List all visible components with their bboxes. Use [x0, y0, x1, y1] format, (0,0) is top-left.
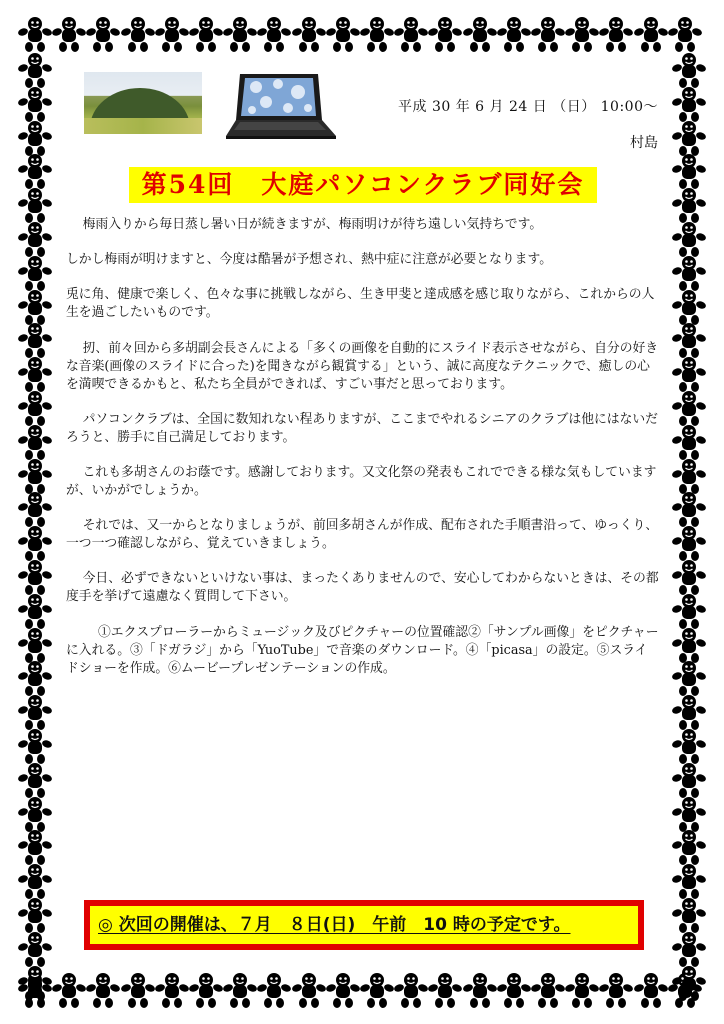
landscape-photo — [84, 72, 202, 134]
smiling-figure-icon — [672, 86, 706, 122]
paragraph: しかし梅雨が明けますと、今度は酷暑が予想され、熱中症に注意が必要となります。 — [66, 252, 553, 268]
smiling-figure-icon — [18, 796, 52, 832]
smiling-figure-icon — [52, 972, 86, 1008]
smiling-figure-icon — [394, 972, 428, 1008]
smiling-figure-icon — [672, 660, 706, 696]
smiling-figure-icon — [668, 16, 702, 52]
smiling-figure-icon — [672, 931, 706, 967]
smiling-figure-icon — [18, 322, 52, 358]
smiling-figure-icon — [257, 16, 291, 52]
page-title: 第54回 大庭パソコンクラブ同好会 — [141, 170, 585, 199]
paragraph: 今日、必ずできないといけない事は、まったくありませんので、安心してわからないときは、その都度手を挙げて遠慮なく質問して下さい。 — [66, 571, 659, 605]
smiling-figure-icon — [155, 16, 189, 52]
smiling-figure-icon — [18, 559, 52, 595]
smiling-figure-icon — [634, 972, 668, 1008]
smiling-figure-icon — [672, 491, 706, 527]
smiling-figure-icon — [18, 863, 52, 899]
smiling-figure-icon — [326, 972, 360, 1008]
smiling-figure-icon — [189, 16, 223, 52]
smiling-figure-icon — [18, 221, 52, 257]
smiling-figure-icon — [18, 424, 52, 460]
smiling-figure-icon — [189, 972, 223, 1008]
body-text — [66, 216, 660, 695]
smiling-figure-icon — [86, 16, 120, 52]
smiling-figure-icon — [18, 762, 52, 798]
smiling-figure-icon — [18, 965, 52, 1001]
paragraph: これも多胡さんのお蔭です。感謝しております。又文化祭の発表もこれでできる様な気もしていますが、いかがでしょうか。 — [66, 464, 657, 498]
smiling-figure-icon — [672, 153, 706, 189]
smiling-figure-icon — [672, 52, 706, 88]
smiling-figure-icon — [18, 16, 52, 52]
smiling-figure-icon — [18, 120, 52, 156]
smiling-figure-icon — [428, 16, 462, 52]
smiling-figure-icon — [463, 972, 497, 1008]
smiling-figure-icon — [18, 86, 52, 122]
smiling-figure-icon — [360, 972, 394, 1008]
smiling-figure-icon — [18, 390, 52, 426]
smiling-figure-icon — [18, 356, 52, 392]
meeting-date: 平成 30 年 6 月 24 日 （日） 10:00～ — [398, 99, 658, 115]
smiling-figure-icon — [326, 16, 360, 52]
smiling-figure-icon — [257, 972, 291, 1008]
next-meeting-notice — [98, 906, 638, 944]
smiling-figure-icon — [672, 863, 706, 899]
smiling-figure-icon — [292, 972, 326, 1008]
smiling-figure-icon — [672, 694, 706, 730]
smiling-figure-icon — [599, 972, 633, 1008]
smiling-figure-icon — [672, 221, 706, 257]
smiling-figure-icon — [531, 16, 565, 52]
smiling-figure-icon — [18, 289, 52, 325]
smiling-figure-icon — [18, 255, 52, 291]
smiling-figure-icon — [672, 965, 706, 1001]
paragraph: ①エクスプローラーからミュージック及びピクチャーの位置確認②「サンプル画像」をピクチャーに入れる。③「ドガラジ」から「YuoTube」で音楽のダウンロード。④「picasa」の設定。⑤スライドショーを作成。⑥ムービープレゼンテーションの作成。 — [66, 624, 659, 676]
smiling-figure-icon — [18, 728, 52, 764]
smiling-figure-icon — [52, 16, 86, 52]
smiling-figure-icon — [18, 187, 52, 223]
smiling-figure-icon — [672, 796, 706, 832]
smiling-figure-icon — [672, 728, 706, 764]
paragraph: それでは、又一からとなりましょうが、前回多胡さんが作成、配布された手順書沿って、ゆっくり、一つ一つ確認しながら、覚えていきましょう。 — [66, 518, 659, 552]
smiling-figure-icon — [672, 322, 706, 358]
author-name: 村島 — [630, 135, 658, 151]
smiling-figure-icon — [18, 491, 52, 527]
smiling-figure-icon — [497, 972, 531, 1008]
smiling-figure-icon — [672, 627, 706, 663]
smiling-figure-icon — [672, 458, 706, 494]
next-meeting-text: ◎ 次回の開催は、７月 ８日(日) 午前 10 時の予定です。 — [98, 915, 571, 935]
smiling-figure-icon — [672, 424, 706, 460]
smiling-figure-icon — [18, 52, 52, 88]
smiling-figure-icon — [18, 153, 52, 189]
smiling-figure-icon — [18, 694, 52, 730]
smiling-figure-icon — [18, 525, 52, 561]
smiling-figure-icon — [223, 972, 257, 1008]
smiling-figure-icon — [672, 829, 706, 865]
laptop-illustration — [226, 72, 338, 140]
paragraph: 兎に角、健康で楽しく、色々な事に挑戦しながら、生き甲斐と達成感を感じ取りながら、これからの人生を過ごしたいものです。 — [66, 287, 655, 321]
smiling-figure-icon — [121, 16, 155, 52]
smiling-figure-icon — [672, 762, 706, 798]
smiling-figure-icon — [672, 593, 706, 629]
smiling-figure-icon — [18, 829, 52, 865]
smiling-figure-icon — [672, 187, 706, 223]
smiling-figure-icon — [672, 525, 706, 561]
smiling-figure-icon — [18, 593, 52, 629]
smiling-figure-icon — [18, 627, 52, 663]
smiling-figure-icon — [18, 660, 52, 696]
smiling-figure-icon — [463, 16, 497, 52]
smiling-figure-icon — [672, 559, 706, 595]
smiling-figure-icon — [672, 120, 706, 156]
smiling-figure-icon — [599, 16, 633, 52]
smiling-figure-icon — [428, 972, 462, 1008]
paragraph: 扨、前々回から多胡副会長さんによる「多くの画像を自動的にスライド表示させながら、自分の好きな音楽(画像のスライドに合った)を聞きながら観賞する」という、誠に高度なテクニックで、癒しの心を満喫できるかもと、私たち全員ができれば、すごい事だと思っております。 — [66, 340, 659, 392]
smiling-figure-icon — [565, 16, 599, 52]
smiling-figure-icon — [672, 897, 706, 933]
smiling-figure-icon — [18, 931, 52, 967]
smiling-figure-icon — [672, 255, 706, 291]
smiling-figure-icon — [86, 972, 120, 1008]
smiling-figure-icon — [565, 972, 599, 1008]
smiling-figure-icon — [672, 356, 706, 392]
smiling-figure-icon — [394, 16, 428, 52]
smiling-figure-icon — [155, 972, 189, 1008]
smiling-figure-icon — [18, 458, 52, 494]
smiling-figure-icon — [360, 16, 394, 52]
smiling-figure-icon — [531, 972, 565, 1008]
paragraph: パソコンクラブは、全国に数知れない程ありますが、ここまでやれるシニアのクラブは他にはないだろうと、勝手に自己満足しております。 — [66, 411, 658, 445]
smiling-figure-icon — [121, 972, 155, 1008]
smiling-figure-icon — [223, 16, 257, 52]
paragraph: 梅雨入りから毎日蒸し暑い日が続きますが、梅雨明けが待ち遠しい気持ちです。 — [82, 217, 543, 232]
smiling-figure-icon — [634, 16, 668, 52]
smiling-figure-icon — [497, 16, 531, 52]
smiling-figure-icon — [18, 897, 52, 933]
smiling-figure-icon — [672, 289, 706, 325]
smiling-figure-icon — [292, 16, 326, 52]
smiling-figure-icon — [672, 390, 706, 426]
